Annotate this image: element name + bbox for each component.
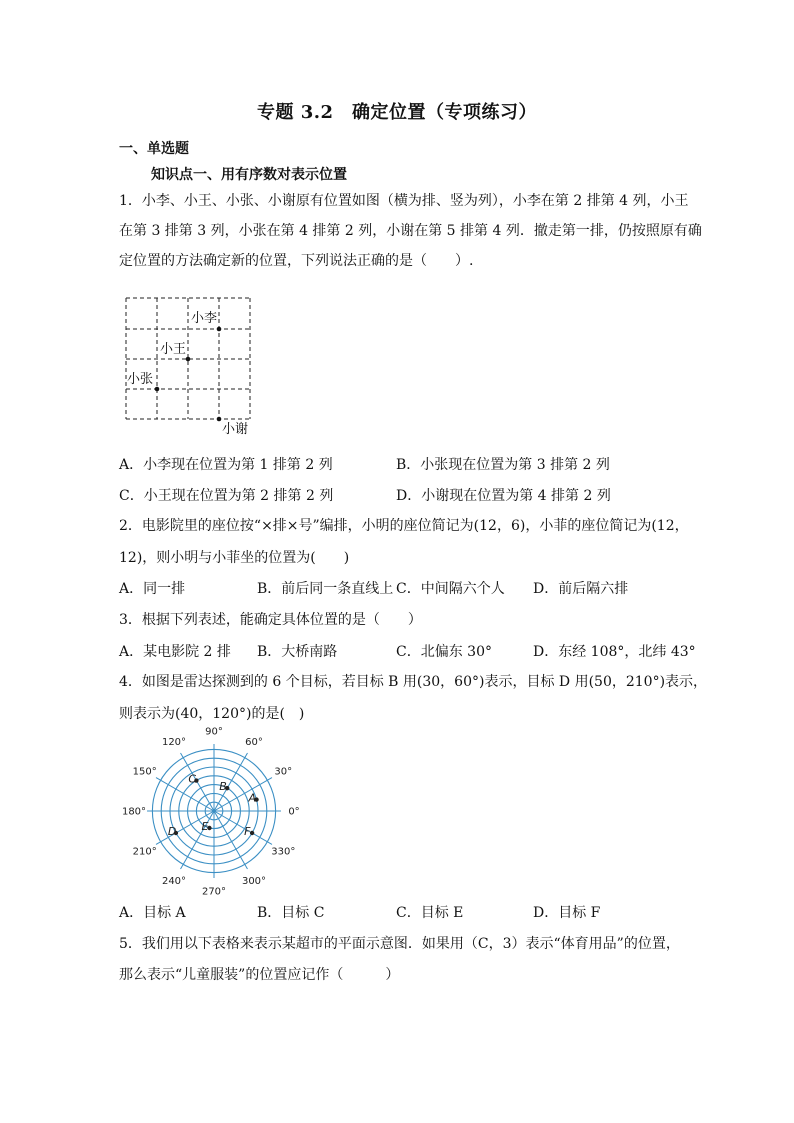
radar-target-label: A <box>248 791 257 805</box>
radar-figure <box>118 725 308 895</box>
radar-angle-label: 0° <box>288 806 300 818</box>
q2-option-b: B．前后同一条直线上 <box>257 581 394 597</box>
q5-line-1: 5．我们用以下表格来表示某超市的平面示意图．如果用（C，3）表示“体育用品”的位置， <box>119 936 680 952</box>
q1-line-2: 在第 3 排第 3 列，小张在第 4 排第 2 列，小谢在第 5 排第 4 列．撤走第一排，仍按照原有确 <box>119 223 702 239</box>
radar-angle-label: 150° <box>132 766 157 778</box>
q1-line-3: 定位置的方法确定新的位置，下列说法正确的是（ ）. <box>119 253 474 269</box>
radar-spoke <box>156 778 214 811</box>
section-heading: 一、单选题 <box>119 141 189 157</box>
radar-angle-label: 210° <box>132 846 157 858</box>
radar-angle-label: 60° <box>245 737 263 749</box>
xiaowang-dot <box>186 357 191 362</box>
q1-option-b: B．小张现在位置为第 3 排第 2 列 <box>396 457 610 473</box>
q1-option-a: A．小李现在位置为第 1 排第 2 列 <box>119 457 333 473</box>
radar-target-label: E <box>201 820 209 834</box>
radar-angle-label: 90° <box>205 726 223 738</box>
radar-angle-label: 180° <box>121 806 147 818</box>
q2-option-d: D．前后隔六排 <box>533 581 629 597</box>
knowledge-point-heading: 知识点一、用有序数对表示位置 <box>151 167 347 183</box>
q3-option-c: C．北偏东 30° <box>396 644 492 660</box>
label-xiaoli: 小李 <box>191 311 218 326</box>
radar-spoke <box>214 811 272 844</box>
radar-spoke <box>181 811 214 869</box>
radar-target-dot <box>250 831 254 835</box>
q4-option-a: A．目标 A <box>119 905 186 921</box>
q1-option-d: D．小谢现在位置为第 4 排第 2 列 <box>396 488 611 504</box>
page-title: 专题 3.2 确定位置（专项练习） <box>256 102 538 123</box>
radar-angle-label: 120° <box>161 737 187 749</box>
label-xiaozhang: 小张 <box>127 372 154 387</box>
radar-angle-label: 300° <box>241 875 267 887</box>
q3-option-b: B．大桥南路 <box>257 644 338 660</box>
q2-line-1: 2．电影院里的座位按“×排×号”编排，小明的座位简记为(12，6)，小菲的座位简记为(12， <box>119 518 689 534</box>
q5-line-2: 那么表示“儿童服装”的位置应记作（ ） <box>119 967 400 983</box>
radar-angle-label: 330° <box>271 846 296 858</box>
q2-option-a: A．同一排 <box>119 581 186 597</box>
radar-target-label: C <box>188 772 197 786</box>
xiaozhang-dot <box>155 387 160 392</box>
q4-line-2: 则表示为(40，120°)的是( ) <box>119 706 305 722</box>
radar-target-label: D <box>167 825 177 838</box>
q3-option-d: D．东经 108°，北纬 43° <box>533 644 696 660</box>
xiaoli-dot <box>217 327 222 332</box>
label-xiaowang: 小王 <box>160 342 187 357</box>
radar-angle-label: 270° <box>201 886 227 895</box>
q4-line-1: 4．如图是雷达探测到的 6 个目标，若目标 B 用(30，60°)表示，目标 D 用(50，210°)表示， <box>119 674 708 690</box>
xiaoxie-dot <box>217 417 222 422</box>
q1-line-1: 1．小李、小王、小张、小谢原有位置如图（横为排、竖为列），小李在第 2 排第 4 列，小王 <box>119 193 689 209</box>
radar-spoke <box>214 811 247 869</box>
q3-text: 3．根据下列表述，能确定具体位置的是（ ） <box>119 612 422 628</box>
q2-option-c: C．中间隔六个人 <box>396 581 505 597</box>
radar-target-label: B <box>219 780 227 794</box>
q4-option-b: B．目标 C <box>257 905 325 921</box>
label-xiaoxie: 小谢 <box>222 422 249 437</box>
q1-option-c: C．小王现在位置为第 2 排第 2 列 <box>119 488 334 504</box>
q2-line-2: 12)，则小明与小菲坐的位置为( ) <box>119 550 350 566</box>
q4-option-c: C．目标 E <box>396 905 464 921</box>
q4-option-d: D．目标 F <box>533 905 601 921</box>
q3-option-a: A．某电影院 2 排 <box>119 644 231 660</box>
radar-angle-label: 240° <box>161 875 187 887</box>
radar-target-label: F <box>244 825 251 838</box>
seating-grid-figure <box>118 292 268 442</box>
radar-angle-label: 30° <box>274 766 293 778</box>
